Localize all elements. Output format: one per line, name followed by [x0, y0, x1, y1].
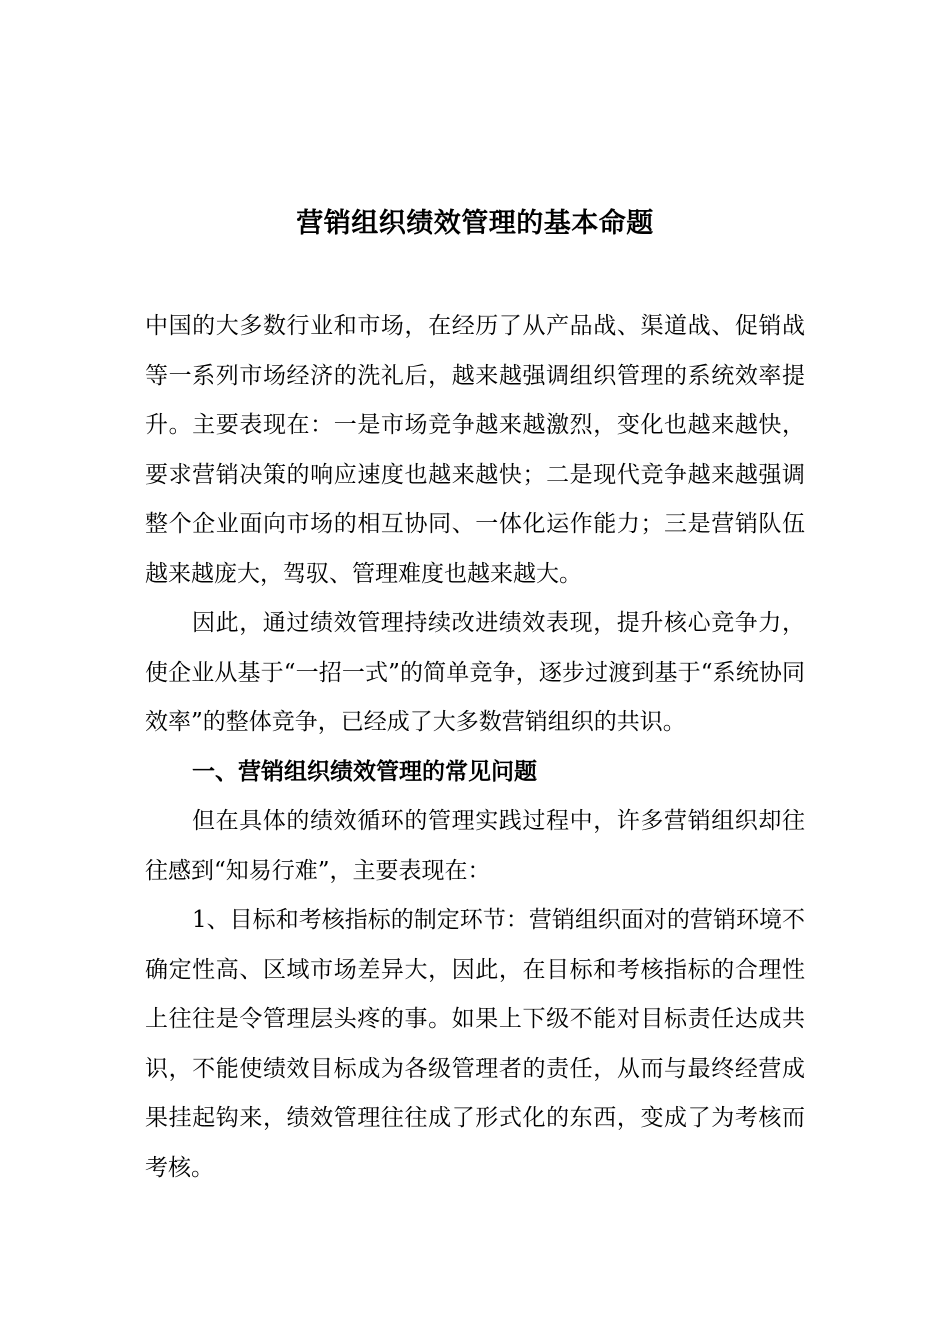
paragraph-item-1: 1、目标和考核指标的制定环节：营销组织面对的营销环境不确定性高、区域市场差异大，因此，在目标和考核指标的合理性上往往是令管理层头疼的事。如果上下级不能对目标责任达成共识，不能使绩效目标成为各级管理者的责任，从而与最终经营成果挂起钩来，绩效管理往往成了形式化的东西，变成了为考核而考核。	[145, 907, 805, 1181]
document-body	[145, 302, 805, 1193]
section-heading: 一、营销组织绩效管理的常见问题	[192, 758, 537, 785]
document-title: 营销组织绩效管理的基本命题	[296, 208, 654, 239]
paragraph-therefore: 因此，通过绩效管理持续改进绩效表现，提升核心竞争力，使企业从基于“一招一式”的简单竞争，逐步过渡到基于“系统协同效率”的整体竞争，已经成了大多数营销组织的共识。	[145, 610, 805, 735]
paragraph-section-intro: 但在具体的绩效循环的管理实践过程中，许多营销组织却往往感到“知易行难”，主要表现在：	[145, 808, 805, 884]
paragraph-intro: 中国的大多数行业和市场，在经历了从产品战、渠道战、促销战等一系列市场经济的洗礼后，越来越强调组织管理的系统效率提升。主要表现在：一是市场竞争越来越激烈，变化也越来越快，要求营销决策的响应速度也越来越快；二是现代竞争越来越强调整个企业面向市场的相互协同、一体化运作能力；三是营销队伍越来越庞大，驾驭、管理难度也越来越大。	[145, 313, 805, 587]
